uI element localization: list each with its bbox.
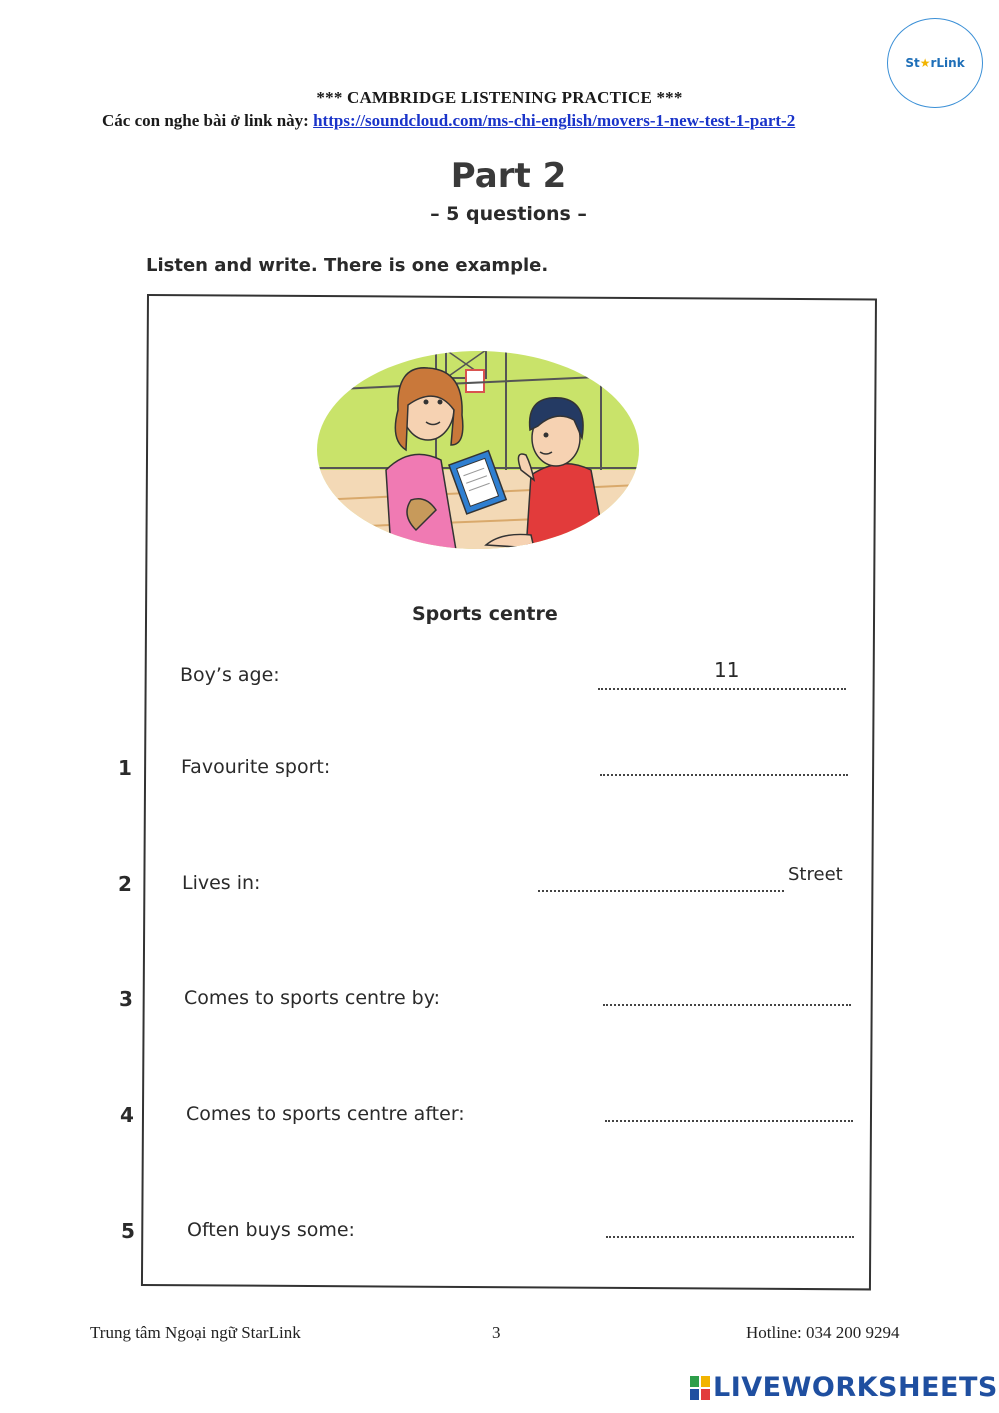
often-buys-input[interactable] xyxy=(606,1210,854,1238)
part-title: Part 2 xyxy=(450,156,567,196)
instruction-text: Listen and write. There is one example. xyxy=(146,255,549,276)
question-label: Favourite sport: xyxy=(181,756,331,778)
question-label: Comes to sports centre by: xyxy=(184,987,440,1009)
header-link-line xyxy=(102,111,795,131)
star-icon: ★ xyxy=(919,56,931,70)
question-label: Lives in: xyxy=(182,872,261,894)
question-number: 5 xyxy=(121,1219,135,1243)
liveworksheets-label: LIVEWORKSHEETS xyxy=(713,1372,998,1403)
example-label: Boy’s age: xyxy=(180,664,280,686)
favourite-sport-input[interactable] xyxy=(600,748,848,776)
footer-center-name: Trung tâm Ngoại ngữ StarLink xyxy=(90,1323,301,1342)
street-suffix: Street xyxy=(788,864,843,885)
footer-hotline: Hotline: 034 200 9294 xyxy=(746,1323,900,1342)
liveworksheets-brand[interactable] xyxy=(690,1372,998,1403)
header-title: *** CAMBRIDGE LISTENING PRACTICE *** xyxy=(316,88,683,107)
starlink-logo-text xyxy=(905,56,964,70)
logo-text-start: St xyxy=(905,56,920,70)
section-title: Sports centre xyxy=(412,603,558,625)
comes-after-input[interactable] xyxy=(605,1094,853,1122)
link-prefix: Các con nghe bài ở link này: xyxy=(102,111,314,130)
liveworksheets-icon xyxy=(690,1376,710,1400)
sports-centre-illustration xyxy=(316,350,640,560)
soundcloud-link[interactable]: https://soundcloud.com/ms-chi-english/movers-1-new-test-1-part-2 xyxy=(313,111,796,130)
question-label: Often buys some: xyxy=(187,1219,355,1241)
question-number: 2 xyxy=(118,872,132,896)
question-number: 1 xyxy=(118,756,132,780)
question-number: 3 xyxy=(119,987,133,1011)
question-label: Comes to sports centre after: xyxy=(186,1103,465,1125)
question-number: 4 xyxy=(120,1103,134,1127)
page-number: 3 xyxy=(492,1323,501,1342)
comes-by-input[interactable] xyxy=(603,978,851,1006)
lives-in-input[interactable] xyxy=(538,864,784,892)
example-answer: 11 xyxy=(714,658,740,682)
logo-text-end: rLink xyxy=(930,56,965,70)
part-subtitle: – 5 questions – xyxy=(430,203,587,225)
